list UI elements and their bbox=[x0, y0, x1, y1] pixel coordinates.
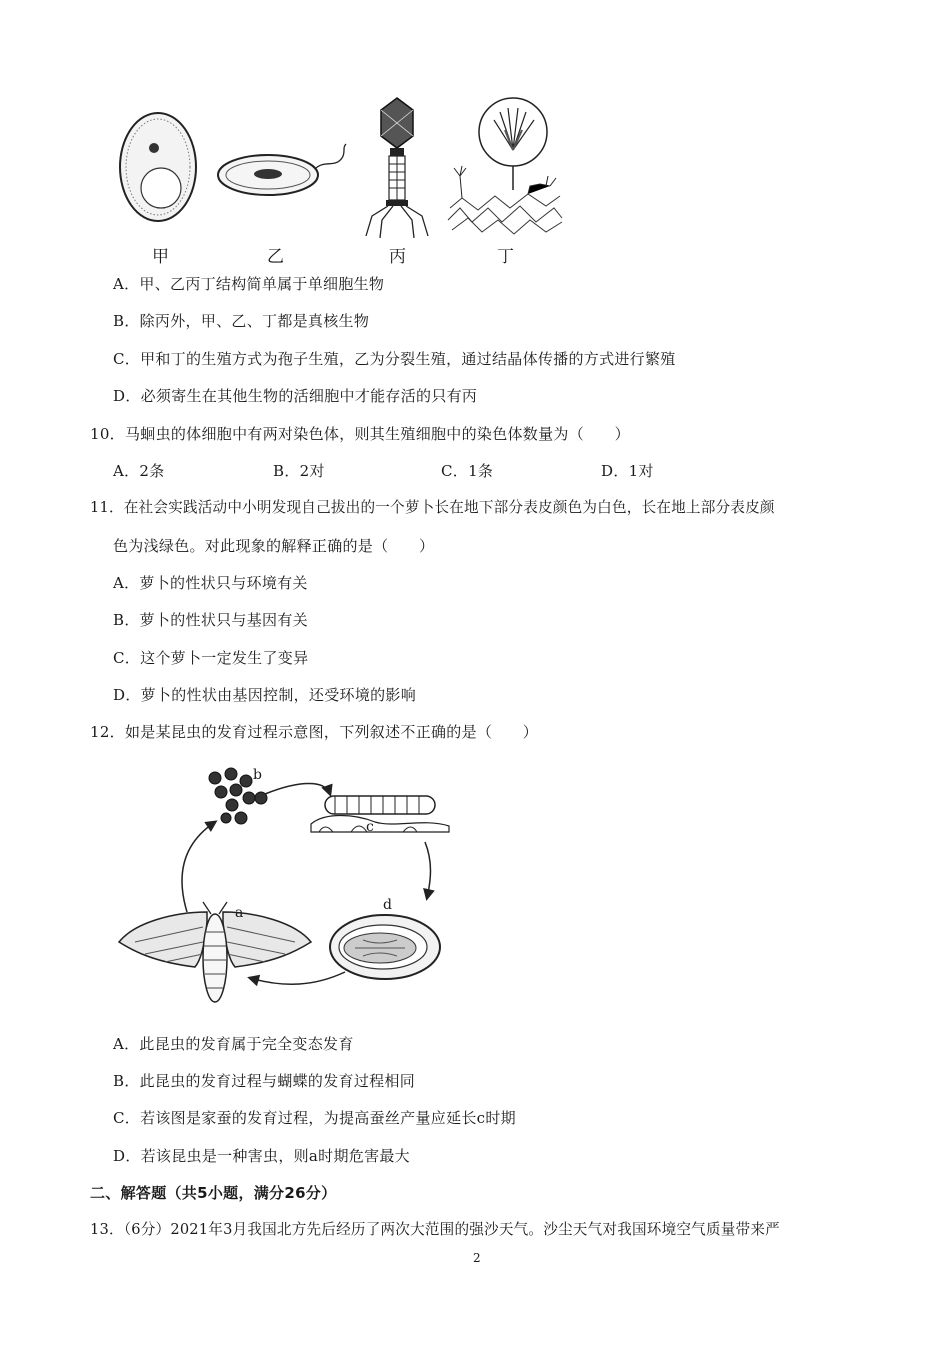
q11-stem-line2: 色为浅绿色。对此现象的解释正确的是（ ） bbox=[113, 537, 435, 555]
figure-organisms bbox=[110, 90, 570, 265]
q12-stem: 12．如是某昆虫的发育过程示意图，下列叙述不正确的是（ ） bbox=[90, 723, 539, 741]
q12-option-d: D．若该昆虫是一种害虫，则a时期危害最大 bbox=[113, 1147, 410, 1165]
q10-option-a: A．2条 bbox=[113, 462, 165, 480]
q11-stem-line1: 11．在社会实践活动中小明发现自己拔出的一个萝卜长在地下部分表皮颜色为白色，长在地上部分表皮颜 bbox=[90, 499, 775, 516]
q9-option-b: B．除丙外，甲、乙、丁都是真核生物 bbox=[113, 312, 370, 330]
figure-insect-lifecycle bbox=[115, 762, 460, 1012]
q12-option-a: A．此昆虫的发育属于完全变态发育 bbox=[113, 1035, 354, 1053]
q10-stem: 10．马蛔虫的体细胞中有两对染色体，则其生殖细胞中的染色体数量为（ ） bbox=[90, 425, 630, 443]
figure-label-yi: 乙 bbox=[267, 247, 284, 267]
figure-label-jia: 甲 bbox=[152, 247, 169, 267]
section-2-title: 二、解答题（共5小题，满分26分） bbox=[90, 1184, 337, 1202]
q12-option-c: C．若该图是家蚕的发育过程，为提高蚕丝产量应延长c时期 bbox=[113, 1109, 516, 1127]
lifecycle-drawing bbox=[115, 762, 460, 1012]
q10-option-c: C．1条 bbox=[441, 462, 494, 480]
figure-label-ding: 丁 bbox=[497, 247, 514, 267]
lifecycle-label-c: c bbox=[366, 819, 374, 835]
moth-drawing bbox=[119, 902, 311, 1002]
q11-option-d: D．萝卜的性状由基因控制，还受环境的影响 bbox=[113, 686, 417, 704]
q11-option-c: C．这个萝卜一定发生了变异 bbox=[113, 649, 309, 667]
q9-option-a: A．甲、乙丙丁结构简单属于单细胞生物 bbox=[113, 275, 385, 293]
page-number: 2 bbox=[473, 1251, 481, 1265]
larva-drawing bbox=[311, 796, 449, 832]
q9-option-c: C．甲和丁的生殖方式为孢子生殖，乙为分裂生殖，通过结晶体传播的方式进行繁殖 bbox=[113, 350, 676, 368]
pupa-drawing bbox=[330, 915, 440, 979]
q12-option-b: B．此昆虫的发育过程与蝴蝶的发育过程相同 bbox=[113, 1072, 416, 1090]
q10-option-b: B．2对 bbox=[273, 462, 325, 480]
q9-option-d: D．必须寄生在其他生物的活细胞中才能存活的只有丙 bbox=[113, 387, 478, 405]
yeast-cell-drawing bbox=[120, 113, 196, 221]
organisms-drawing bbox=[110, 90, 570, 265]
lifecycle-label-d: d bbox=[383, 897, 392, 913]
figure-label-bing: 丙 bbox=[389, 247, 406, 267]
q10-option-d: D．1对 bbox=[601, 462, 654, 480]
bacterium-drawing bbox=[218, 144, 346, 195]
lifecycle-label-b: b bbox=[253, 767, 262, 783]
bacteriophage-drawing bbox=[366, 98, 428, 238]
mold-drawing bbox=[448, 98, 562, 234]
q11-option-b: B．萝卜的性状只与基因有关 bbox=[113, 611, 308, 629]
lifecycle-label-a: a bbox=[235, 905, 244, 921]
q13-stem-line1: 13．（6分）2021年3月我国北方先后经历了两次大范围的强沙天气。沙尘天气对我国环境空气质量带来严 bbox=[90, 1221, 780, 1238]
q11-option-a: A．萝卜的性状只与环境有关 bbox=[113, 574, 308, 592]
